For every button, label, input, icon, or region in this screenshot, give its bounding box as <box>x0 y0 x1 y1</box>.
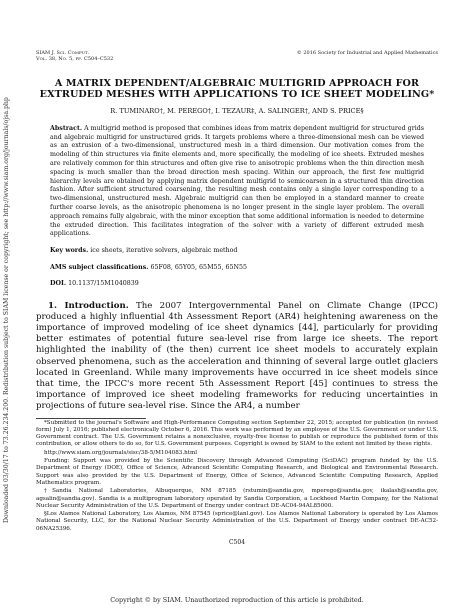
footnote-sandia: †Sandia National Laboratories, Albuquerque, NM 87185 (rstumin@sandia.gov, mperego@sandia.gov, ikalash@sandia.gov, agsalin@sandia.gov). Sandia is a multiprogram laboratory operated by Sandia Corporation, a Lockheed Martin Company, for the National Nuclear Security Administration of the U.S. Department of Energy under contract DE-AC04-94AL85000. <box>36 488 438 509</box>
doi-text[interactable]: 10.1137/15M1040839 <box>68 279 139 287</box>
footnote-funding: Funding: Support was provided by the Scientific Discovery through Advanced Computing (SciDAC) program funded by the U.S. Department of Energy (DOE), Office of Science, Advanced Scientific Computing Research, and Biological and Environmental Research. Support was also provided by the U.S. Department of Energy, Office of Science, Advanced Scientific Computing Research, Applied Mathematics program. <box>36 458 438 486</box>
keywords-label: Key words. <box>50 247 89 255</box>
author-list: R. TUMINARO†, M. PEREGO†, I. TEZAUR‡, A. SALINGER†, AND S. PRICE§ <box>110 106 364 115</box>
paper-title: A MATRIX DEPENDENT/ALGEBRAIC MULTIGRID APPROACH FOR EXTRUDED MESHES WITH APPLICATIONS TO ICE SHEET MODELING* <box>39 78 435 101</box>
page-number: C504 <box>228 539 246 547</box>
abstract-text: A multigrid method is proposed that combines ideas from matrix dependent multigrid for structured grids and algebraic multigrid for unstructured grids. It targets problems where a three-dimensional mesh can be viewed as an extrusion of a two-dimensional, unstructured mesh in a third dimension. Our motivation comes from the modeling of thin structures via finite elements and, more specifically, the modeling of ice sheets. Extruded meshes are relatively common for thin structures and often give rise to anisotropic problems when the thin direction mesh spacing is much smaller than the broad direction mesh spacing. Within our approach, the first few multigrid hierarchy levels are obtained by applying matrix dependent multigrid to semicoarsen in a structured thin direction fashion. After sufficient structured coarsening, the resulting mesh contains only a single layer corresponding to a two-dimensional, unstructured mesh. Algebraic multigrid can then be employed in a standard manner to create further coarse levels, as the anisotropic phenomena is no longer present in the single layer problem. The overall approach remains fully algebraic, with the minor exception that some additional information is needed to determine the extruded direction. This facilitates integration of the solver with a variety of different extruded mesh applications. <box>50 124 424 238</box>
doi <box>50 280 424 289</box>
introduction-text: The 2007 Intergovernmental Panel on Climate Change (IPCC) produced a highly influential 4th Assessment Report (AR4) heightening awareness on the importance of improved modeling of ice sheet dynamics [44], particularly for providing better estimates of potential future sea-level rise from large ice sheets. The report highlighted the inability of (the then) current ice sheet models to accurately explain observed phenomena, such as the acceleration and thinning of several large outlet glaciers located in Greenland. While many improvements have occurred in ice sheet models since that time, the IPCC's more recent 5th Assessment Report [45] continues to stress the importance of improved ice sheet modeling frameworks for reducing uncertainties in projections of future sea-level rise. Since the AR4, a number <box>36 300 439 412</box>
section-heading: 1. Introduction. <box>48 300 129 311</box>
keywords-text: ice sheets, iterative solvers, algebraic method <box>90 247 238 255</box>
running-head <box>36 50 438 62</box>
abstract <box>50 125 424 239</box>
journal-name: SIAM J. Sci. Comput. <box>36 50 90 56</box>
footnote-url[interactable]: http://www.siam.org/journals/sisc/38-5/M104083.html <box>44 449 198 456</box>
doi-label: DOI. <box>50 279 67 287</box>
abstract-label: Abstract. <box>50 124 83 132</box>
paper-page <box>36 50 438 546</box>
society-copyright: © 2016 Society for Industrial and Applied Mathematics <box>296 50 438 56</box>
introduction-paragraph <box>36 301 438 413</box>
ams-classifications <box>50 264 424 273</box>
footnote-divider <box>36 418 146 419</box>
ams-text: 65F08, 65Y05, 65M55, 65N55 <box>150 263 248 271</box>
copyright-footer: Copyright © by SIAM. Unauthorized reproduction of this article is prohibited. <box>110 596 364 604</box>
ams-label: AMS subject classifications. <box>50 263 149 271</box>
keywords <box>50 247 424 256</box>
footnote-submission: *Submitted to the journal's Software and High-Performance Computing section September 22, 2015; accepted for publication (in revised form) July 1, 2016; published electronically October 6, 2016. This work was performed by an employee of the U.S. Government or under U.S. Government contract. The U.S. Government retains a nonexclusive, royalty-free license to publish or reproduce the published form of this contribution, or allow others to do so, for U.S. Government purposes. Copyright is owned by SIAM to the extent not limited by these rights. <box>36 419 438 448</box>
footnote-los-alamos: §Los Alamos National Laboratory, Los Alamos, NM 87545 (sprice@lanl.gov). Los Alamos National Laboratory is operated by Los Alamos National Security, LLC, for the National Nuclear Security Administration of the U.S. Department of Energy under contract DE-AC52-06NA25396. <box>36 511 438 532</box>
download-sidebar-notice: Downloaded 03/30/17 to 73.26.234.200. Redistribution subject to SIAM license or copyright; see http://www.siam.org/journals/ojsa.php <box>3 97 10 523</box>
volume-info: Vol. 38, No. 5, pp. C504–C532 <box>36 56 114 62</box>
